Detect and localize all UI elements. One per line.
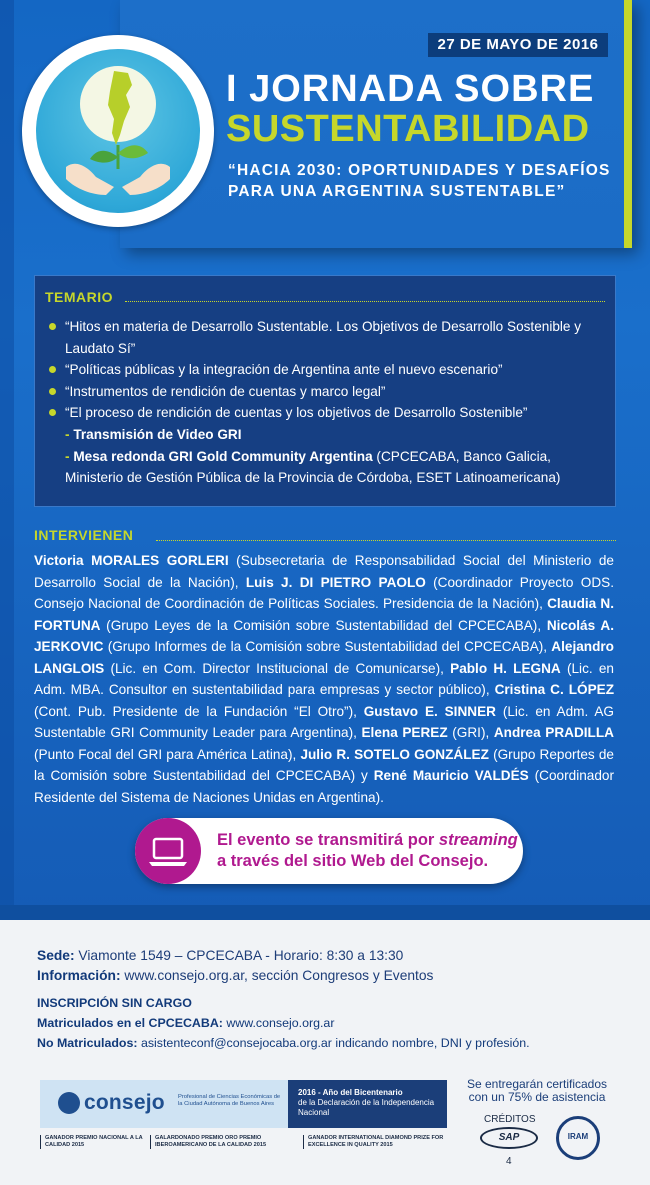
- event-subtitle: [228, 160, 618, 202]
- temario-list: [49, 316, 604, 489]
- consejo-logo-icon: [58, 1092, 80, 1114]
- non-members-registration: No Matriculados: asistenteconf@consejocaba.org.ar indicando nombre, DNI y profesión.: [37, 1036, 530, 1050]
- award-national: GANADOR PREMIO NACIONAL A LA CALIDAD 2015: [40, 1135, 144, 1149]
- consejo-description: Profesional de Ciencias Económicas de la Ciudad Autónoma de Buenos Aires: [178, 1094, 281, 1107]
- bicentenario-box: 2016 - Año del Bicentenario de la Declaración de la Independencia Nacional: [288, 1080, 447, 1128]
- members-registration: Matriculados en el CPCECABA: www.consejo.org.ar: [37, 1016, 335, 1030]
- side-band: [0, 0, 14, 920]
- plant-hands-icon: [36, 49, 200, 213]
- information-line: Información: www.consejo.org.ar, sección Congresos y Eventos: [37, 968, 434, 983]
- venue-line: Sede: Viamonte 1549 – CPCECABA - Horario: 8:30 a 13:30: [37, 948, 404, 963]
- credits-number: 4: [506, 1156, 512, 1167]
- streaming-banner: [135, 818, 523, 884]
- temario-title: TEMARIO: [45, 289, 114, 305]
- list-item: “Políticas públicas y la integración de Argentina ante el nuevo escenario”: [49, 359, 604, 381]
- iram-logo: IRAM: [556, 1116, 600, 1160]
- sustainability-logo: [22, 35, 214, 227]
- temario-divider: [125, 301, 605, 302]
- list-item: “Hitos en materia de Desarrollo Sustentable. Los Objetivos de Desarrollo Sostenible y Laudato Sí”: [49, 316, 604, 359]
- event-date: 27 DE MAYO DE 2016: [428, 33, 608, 57]
- subtitle-line1: “HACIA 2030: OPORTUNIDADES Y DESAFÍOS: [228, 162, 611, 179]
- list-item: “Instrumentos de rendición de cuentas y marco legal”: [49, 381, 604, 403]
- speakers-paragraph: Victoria MORALES GORLERI (Subsecretaria de Responsabilidad Social del Ministerio de Desarrollo Social de la Nación), Luis J. DI PIETRO PAOLO (Coordinador Proyecto ODS. Consejo Nacional de Coordinación de Políticas Sociales. Presidencia de la Nación), Claudia N. FORTUNA (Grupo Leyes de la Comisión sobre Sustentabilidad del CPCECABA), Nicolás A. JERKOVIC (Grupo Informes de la Comisión sobre Sustentabilidad del CPCECABA), Alejandro LANGLOIS (Lic. en Com. Director Institucional de Comunicarse), Pablo H. LEGNA (Lic. en Adm. MBA. Consultor en sustentabilidad para empresas y sector público), Cristina C. LÓPEZ (Cont. Pub. Presidente de la Fundación “El Otro”), Gustavo E. SINNER (Lic. en Adm. AG Sustentable GRI Community Leader para Argentina), Elena PEREZ (GRI), Andrea PRADILLA (Punto Focal del GRI para América Latina), Julio R. SOTELO GONZÁLEZ (Grupo Reportes de la Comisión sobre Sustentabilidad del CPCECABA) y René Mauricio VALDÉS (Coordinador Residente del Sistema de Naciones Unidas en Argentina).: [34, 553, 615, 805]
- event-title-line2: SUSTENTABILIDAD: [226, 108, 590, 150]
- award-international: GANADOR INTERNATIONAL DIAMOND PRIZE FOR EXCELLENCE IN QUALITY 2015: [303, 1135, 447, 1149]
- event-title-line1: I JORNADA SOBRE: [226, 68, 595, 110]
- award-iberoamerican: GALARDONADO PREMIO ORO PREMIO IBEROAMERICANO DE LA CALIDAD 2015: [150, 1135, 294, 1149]
- intervienen-title: INTERVIENEN: [34, 527, 134, 543]
- consejo-logo-word: consejo: [84, 1091, 165, 1114]
- intervienen-divider: [156, 540, 616, 541]
- subtitle-line2: PARA UNA ARGENTINA SUSTENTABLE”: [228, 183, 566, 200]
- credits-label: CRÉDITOS: [484, 1114, 536, 1125]
- temario-box: [34, 275, 616, 507]
- header-accent-bar: [624, 0, 632, 248]
- consejo-banner: [40, 1080, 447, 1128]
- list-item: “El proceso de rendición de cuentas y los objetivos de Desarrollo Sostenible”: [49, 402, 604, 424]
- registration-free: INSCRIPCIÓN SIN CARGO: [37, 996, 192, 1010]
- certificate-note: Se entregarán certificados con un 75% de asistencia: [466, 1077, 608, 1104]
- laptop-icon: [135, 818, 201, 884]
- sub-item-video: - Transmisión de Video GRI: [65, 426, 242, 442]
- sub-item-roundtable: - Mesa redonda GRI Gold Community Argentina (CPCECABA, Banco Galicia, Ministerio de Gestión Pública de la Provincia de Córdoba, ESET Latinoamericana): [65, 448, 561, 486]
- streaming-text: El evento se transmitirá por streaming a través del sitio Web del Consejo.: [217, 831, 518, 870]
- sap-logo: SAP: [480, 1127, 538, 1149]
- poster-bottom-strip: [0, 905, 650, 920]
